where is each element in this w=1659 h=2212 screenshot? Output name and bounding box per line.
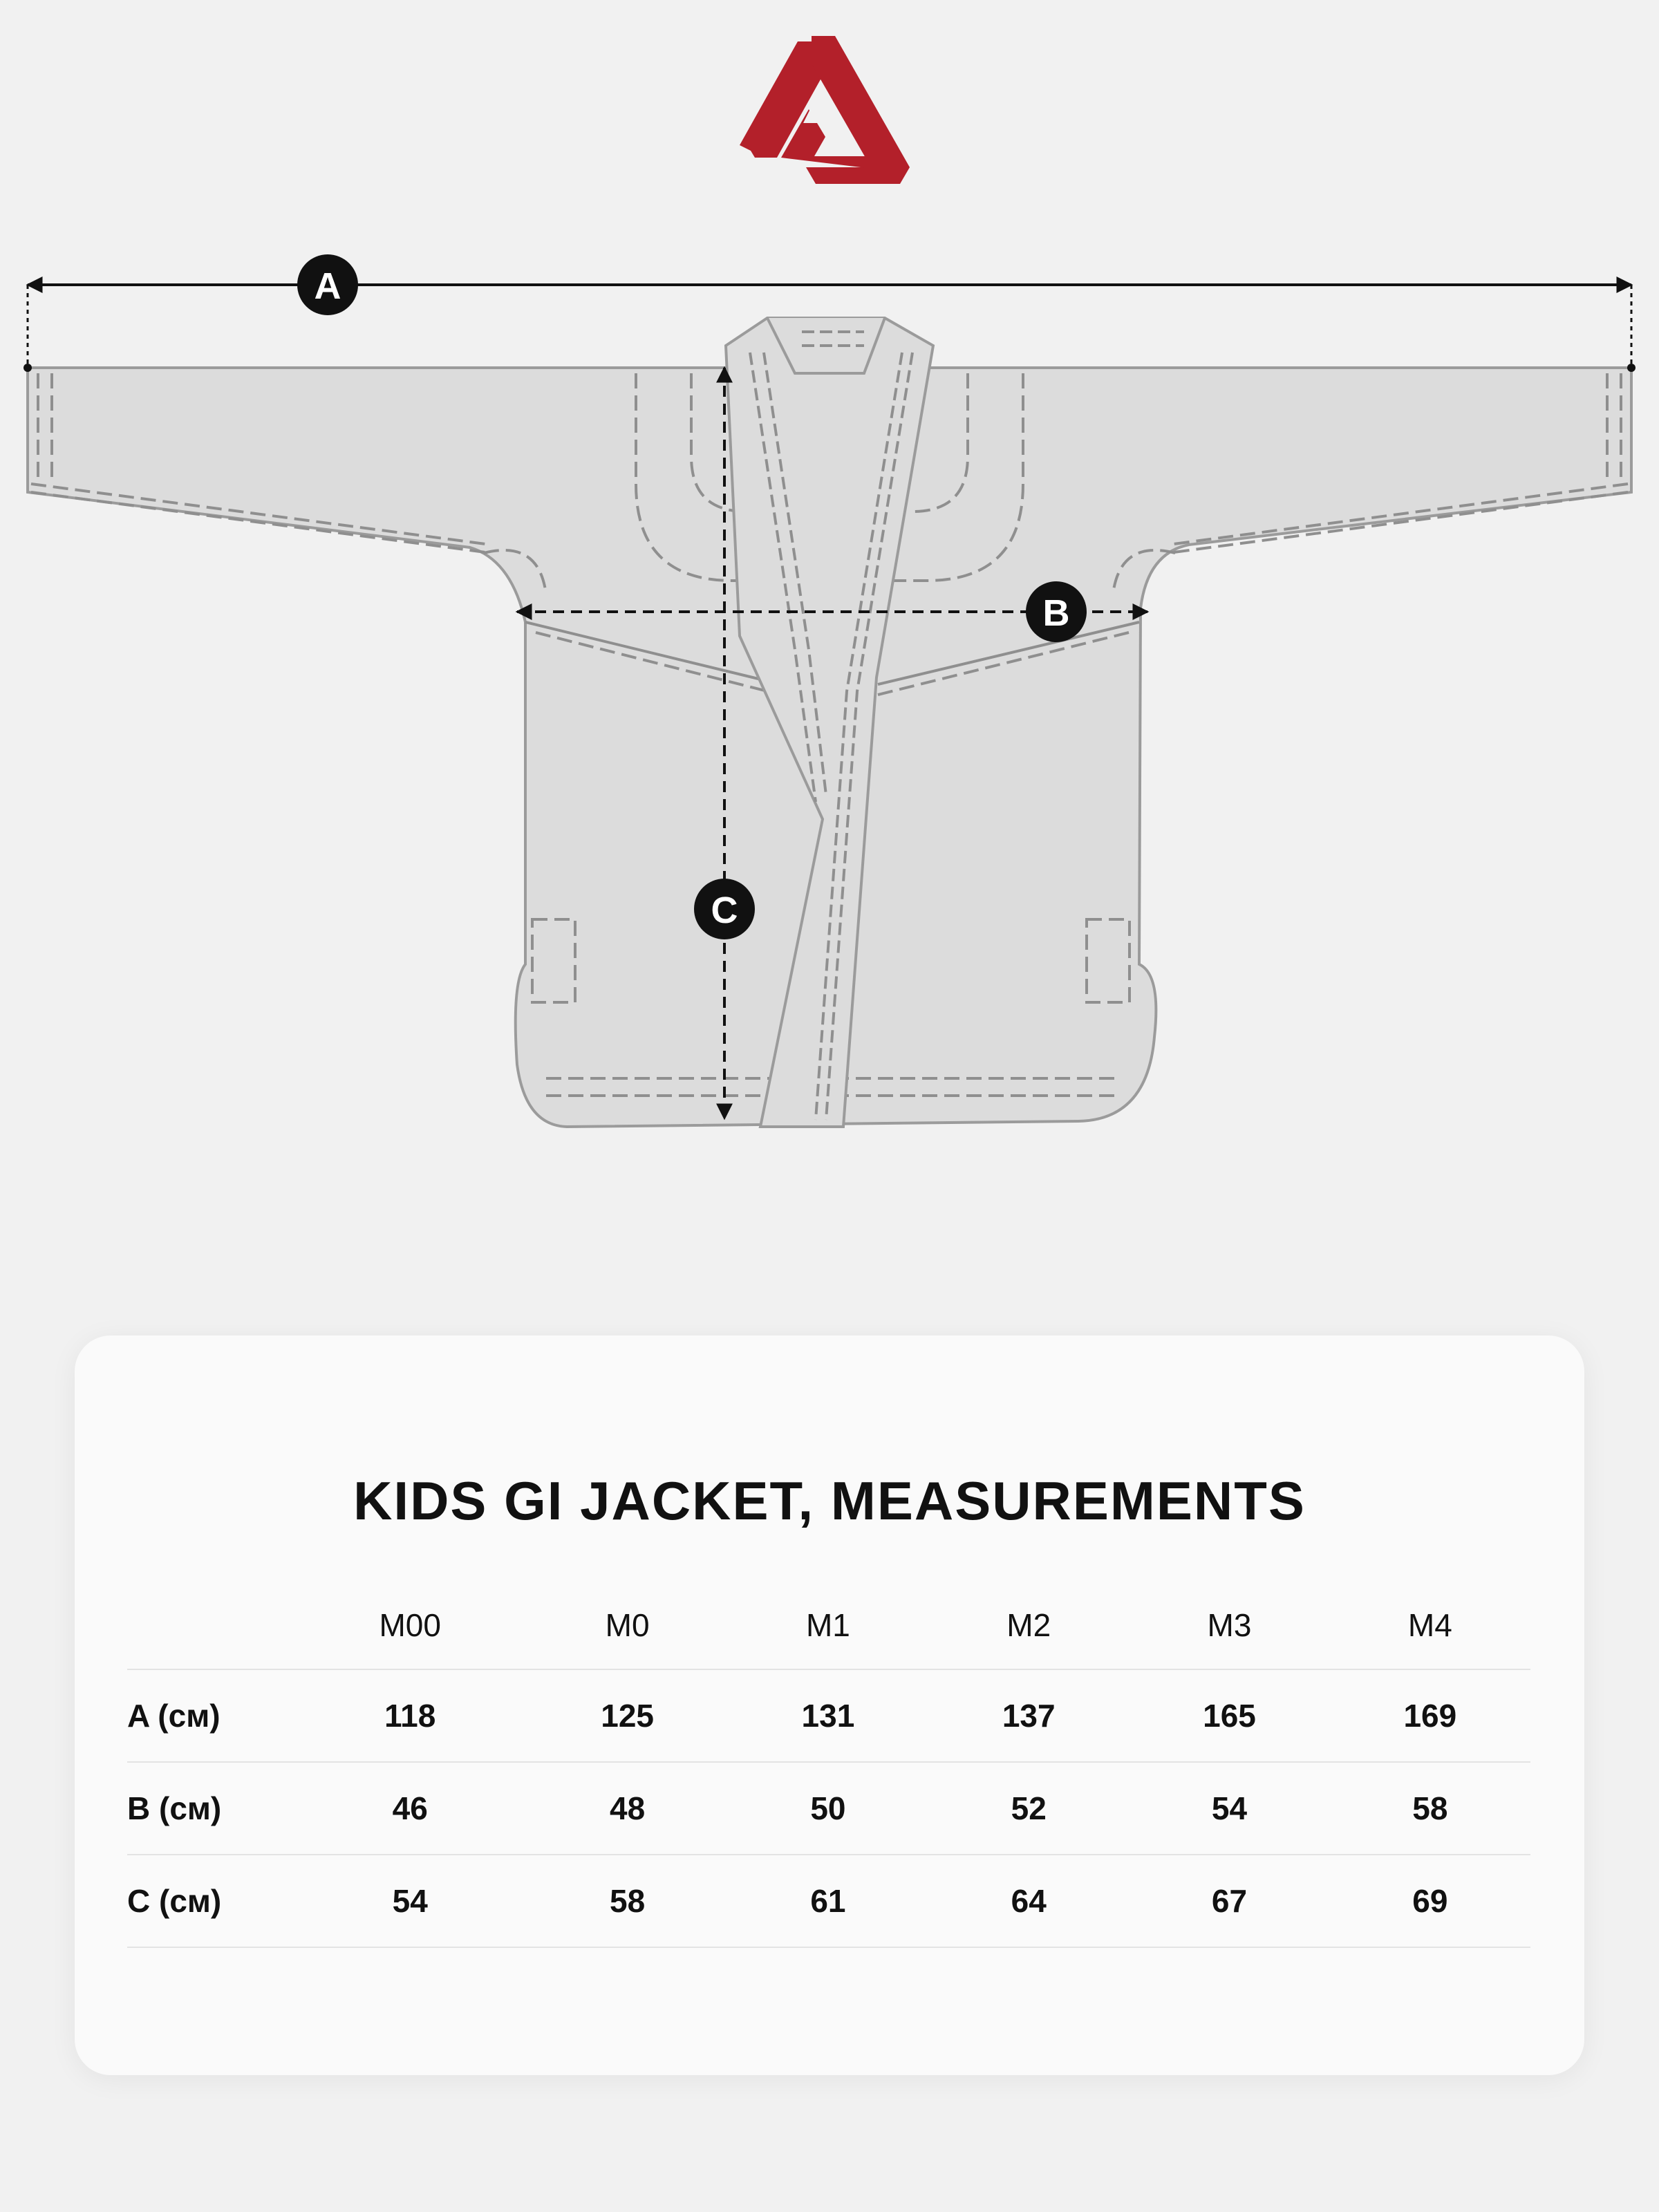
gi-jacket-diagram — [0, 249, 1659, 1147]
table-cell: 58 — [1330, 1762, 1530, 1855]
marker-c-badge — [694, 879, 755, 939]
marker-b-badge — [1026, 581, 1087, 642]
size-table — [127, 1582, 1530, 1948]
table-cell: 54 — [1129, 1762, 1329, 1855]
size-header: M1 — [728, 1582, 928, 1669]
size-header: M3 — [1129, 1582, 1329, 1669]
table-cell: 52 — [928, 1762, 1129, 1855]
table-cell: 69 — [1330, 1855, 1530, 1947]
table-cell: 165 — [1129, 1669, 1329, 1762]
row-label: B (см) — [127, 1762, 293, 1855]
table-cell: 46 — [293, 1762, 527, 1855]
table-cell: 118 — [293, 1669, 527, 1762]
table-cell: 64 — [928, 1855, 1129, 1947]
row-label: C (см) — [127, 1855, 293, 1947]
table-cell: 50 — [728, 1762, 928, 1855]
size-header: M00 — [293, 1582, 527, 1669]
table-cell: 61 — [728, 1855, 928, 1947]
measurements-card — [75, 1335, 1584, 2075]
table-cell: 131 — [728, 1669, 928, 1762]
row-label: A (см) — [127, 1669, 293, 1762]
table-cell: 125 — [527, 1669, 727, 1762]
table-header-row — [127, 1582, 1530, 1669]
table-cell: 58 — [527, 1855, 727, 1947]
table-row — [127, 1762, 1530, 1855]
marker-a-label: A — [314, 265, 341, 307]
marker-c-label: C — [711, 890, 738, 931]
table-row — [127, 1669, 1530, 1762]
table-cell: 54 — [293, 1855, 527, 1947]
size-header: M2 — [928, 1582, 1129, 1669]
marker-b-label: B — [1042, 592, 1070, 634]
size-header: M4 — [1330, 1582, 1530, 1669]
table-row — [127, 1855, 1530, 1947]
table-cell: 48 — [527, 1762, 727, 1855]
card-title: KIDS GI JACKET, MEASUREMENTS — [353, 1470, 1306, 1531]
table-cell: 137 — [928, 1669, 1129, 1762]
size-header: M0 — [527, 1582, 727, 1669]
table-cell: 169 — [1330, 1669, 1530, 1762]
marker-a-badge — [297, 254, 358, 315]
table-cell: 67 — [1129, 1855, 1329, 1947]
header-corner — [127, 1582, 293, 1669]
brand-logo-icon — [740, 36, 910, 188]
